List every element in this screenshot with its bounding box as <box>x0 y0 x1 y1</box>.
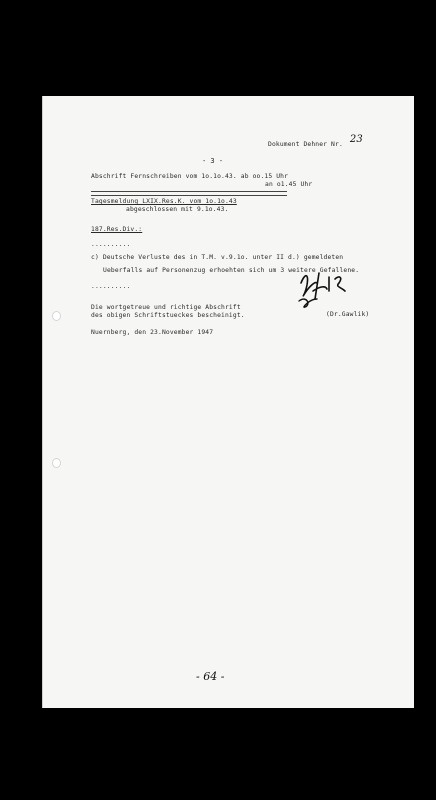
handwritten-signature <box>295 269 363 309</box>
document-page <box>42 96 414 708</box>
telex-double-rule <box>91 191 287 196</box>
telex-line-time: an o1.45 Uhr <box>265 181 313 188</box>
telex-line: Abschrift Fernschreiben vom 1o.1o.43. ab oo.15 Uhr <box>91 173 289 180</box>
page-marker: - 3 - <box>202 157 224 165</box>
place-date: Nuernberg, den 23.November 1947 <box>91 329 214 336</box>
item-c-line-1: c) Deutsche Verluste des in T.M. v.9.1o. unter II d.) gemeldeten <box>91 254 344 261</box>
document-label-text: Dokument Dehner Nr. <box>268 141 343 148</box>
daily-report-closed: abgeschlossen mit 9.1o.43. <box>126 206 229 213</box>
unit-heading: 187.Res.Div.: <box>91 226 143 233</box>
punch-hole-bottom <box>52 458 61 468</box>
ellipsis-top: .......... <box>91 241 131 248</box>
ellipsis-bottom: .......... <box>91 283 131 290</box>
document-number: 23 <box>349 134 363 145</box>
signer-name: (Dr.Gawlik) <box>326 311 370 318</box>
punch-hole-top <box>52 311 61 321</box>
daily-report-line: Tagesmeldung LXIX.Res.K. vom 1o.1o.43 <box>91 198 237 205</box>
certification-line-1: Die wortgetreue und richtige Abschrift <box>91 304 241 311</box>
handwritten-page-number: - 64 - <box>196 670 225 683</box>
document-label <box>268 134 363 149</box>
certification-line-2: des obigen Schriftstueckes bescheinigt. <box>91 312 245 319</box>
item-c-line-2: Ueberfalls auf Personenzug erhoehten sich um 3 weitere Gefallene. <box>103 267 360 274</box>
